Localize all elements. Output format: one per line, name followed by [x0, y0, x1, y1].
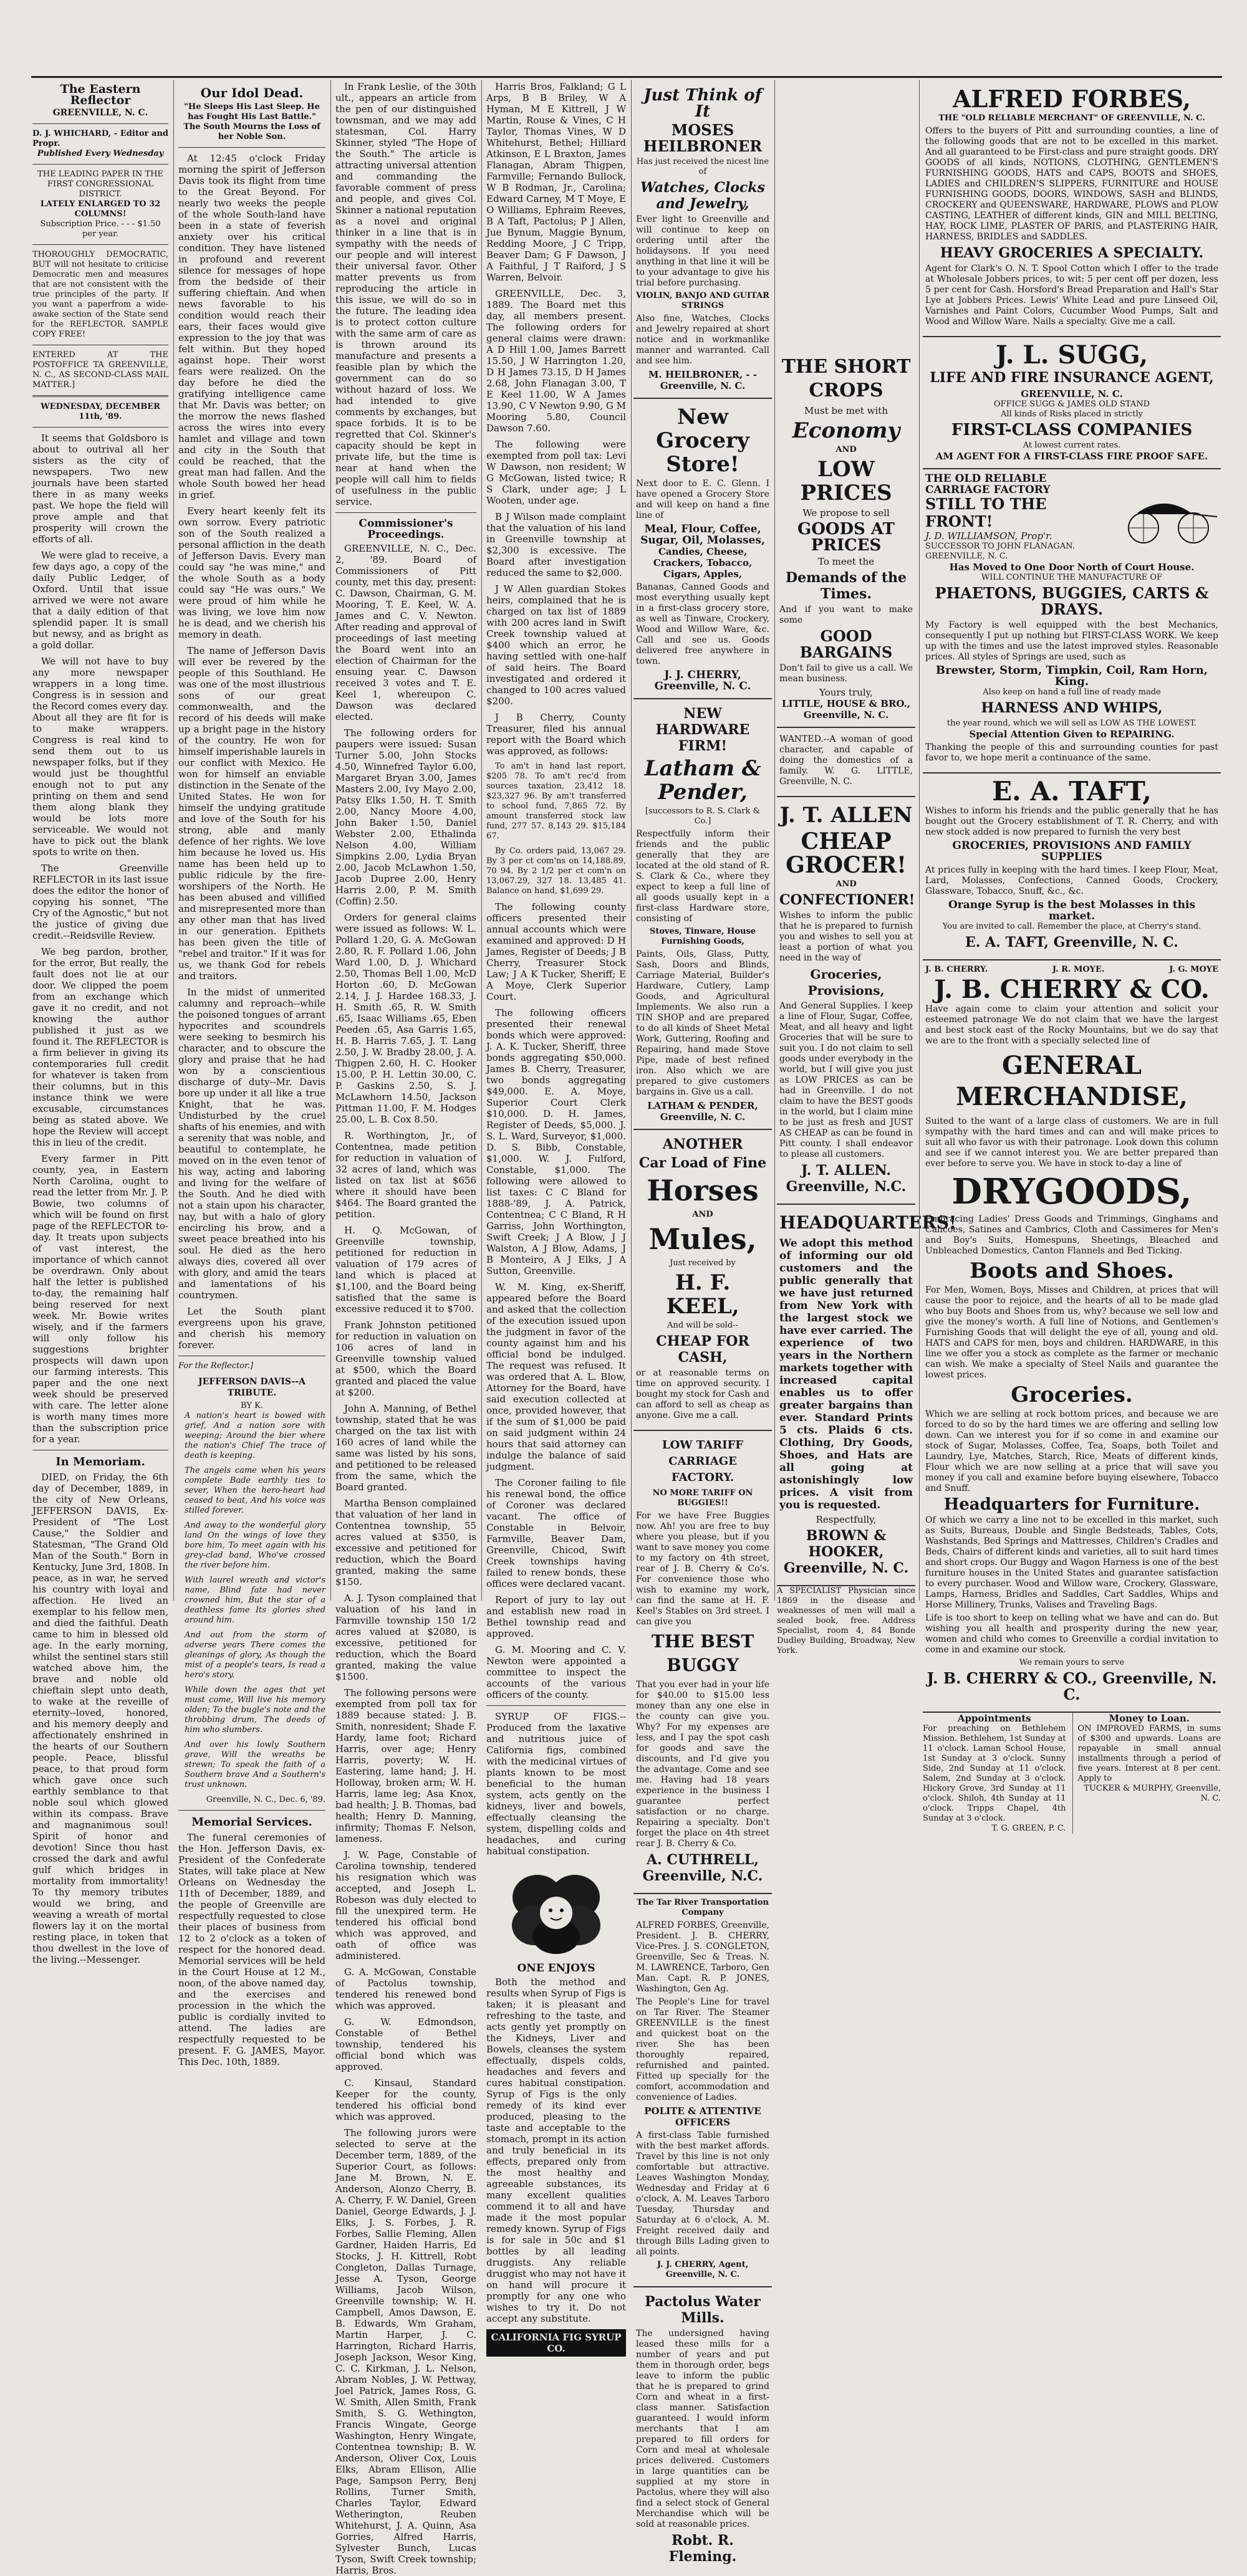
paragraph: R. Worthington, Jr., of Contentnea, made petition for reduction in valuation of 32 acres of land, which was listed on tax list at $656 where it should have been $464. The Board granted the petition. [335, 1130, 476, 1220]
ad-name: J. B. CHERRY & CO. [934, 975, 1210, 1004]
ad-text: My Factory is well equipped with the best Mechanics, consequently I put up nothing but FIRST-CLASS WORK. We keep up with the times and use the latest improved styles. Reasonable prices. All styles of Springs are used, such as [925, 620, 1218, 662]
ad-headline: HARNESS AND WHIPS, [981, 700, 1163, 716]
paragraph: GREENVILLE, Dec. 3, 1889. The Board met this day, all members present. The following orders for general claims were drawn: A D Hill 1.00, James Barrett 15.50, J W Harrington 1.20, D H James 73.15, D H James 2.68, John Flanagan 3.00, T E Keel 11.00, W A James 13.90, C V Newton 9.90, G M Mooring 5.80, Council Dawson 7.60. [486, 288, 626, 434]
ad-headline: CHEAP GROCER! [786, 828, 907, 878]
commissioners-heading: Commissioner's Proceedings. [359, 517, 453, 541]
paragraph: B J Wilson made complaint that the valuation of his land in Greenville township at $2,300 is excessive. The Board after investigation reduced the same to $2,000. [486, 511, 626, 578]
ad-signature: J. J. CHERRY, Agent, Greenville, N. C. [657, 2260, 749, 2279]
allen-ad [777, 797, 915, 1205]
paragraph: Report of jury to lay out and establish new road in Bethel township read and approved. [486, 1594, 626, 1639]
ad-line: And will be sold-- [667, 1321, 738, 1330]
verse: And out from the storm of adverse years There comes the gleanings of glory, As though the mist of a people's tears, Is read a hero's story. [185, 1630, 325, 1680]
paragraph: Martha Benson complained that valuation of her land in Contentnea township, 55 acres valued at $350, is excessive and petitioned for reduction, which the Board granted, making the same $150. [335, 1498, 476, 1587]
ad-signature: LITTLE, HOUSE & BRO., Greenville, N. C. [781, 698, 911, 721]
heilbroner-ad [633, 81, 772, 399]
ad-headline: CONFECTIONER! [779, 892, 915, 908]
paragraph: G. M. Mooring and C. V. Newton were appointed a committee to inspect the accounts of the various officers of the county. [486, 1644, 626, 1700]
ad-text: We adopt this method of informing our old customers and the public generally that we have just returned from New York with the largest stock we have ever carried. The experience of two years in the Northern markets together with increased capital enables us to offer greater bargains than ever. Standard Prints 5 cts. Plaids 6 cts. Clothing, Dry Goods, Shoes, and Hats are all going at astonishingly low prices. A visit from you is requested. [779, 1237, 913, 1511]
pansy-face-icon [509, 1863, 603, 1956]
paragraph: The Coroner failing to file his renewal bond, the office of Coroner was declared vacant. The office of Constable in Belvoir, Farmville, Beaver Dam, Greenville, Chicod, Swift Creek townships having failed to renew bonds, these offices were declared vacant. [486, 1477, 626, 1589]
paragraph: J. W. Page, Constable of Carolina township, tendered his resignation which was accepted, and Joseph L. Robeson was duly elected to fill the unexpired term. He tendered his official bond which was approved, and oath of office was administered. [335, 1849, 476, 1961]
paragraph: We were glad to receive, a few days ago, a copy of the daily Public Ledger, of Oxford. Until that issue arrived we were not aware that a daily edition of that splendid paper. It is small but newsy, and as bright as a gold dollar. [32, 550, 168, 651]
notice-signature: TUCKER & MURPHY, Greenville, N. C. [1084, 1784, 1221, 1803]
partner-name: J. G. MOYE [1169, 965, 1218, 974]
paragraph: J B Cherry, County Treasurer, filed his annual report with the Board which was approved, as follows: [486, 712, 626, 757]
ad-text: Life is too short to keep on telling what we have and can do. But wishing you all health and prosperity during the new year, women and child who comes to Greenville a cordial invitation to come in and examine our stock. [925, 1613, 1218, 1655]
paragraph: We will not have to buy any more newspaper wrappers in a long time. Congress is in session and the Record comes every day. About all they are fit for is to make wrappers. Congress is real kind to send them out to us newspaper folks, but if they would just be thoughtful enough not to put any printing on them and send them along blank they would be lots more serviceable. We would not have to pick out the blank spots to write on then. [32, 656, 168, 858]
ad-signature: J. B. CHERRY & CO., Greenville, N. C. [927, 1669, 1217, 1703]
ad-strings: VIOLIN, BANJO AND GUITAR STRINGS [636, 291, 769, 310]
ad-firm: Latham & Pender, [644, 756, 761, 805]
ad-name: J. T. ALLEN [779, 803, 913, 828]
column-5 [633, 81, 772, 2565]
appointments-notice [923, 1713, 1066, 1834]
ad-line: OFFICE SUGG & JAMES OLD STAND [993, 400, 1150, 409]
notice-heading: Appointments [957, 1713, 1031, 1724]
ad-headline: GOODS AT PRICES [797, 520, 895, 555]
one-enjoys-text: Both the method and results when Syrup of Figs is taken; it is pleasant and refreshing to the taste, and acts gently yet promptly on the Kidneys, Liver and Bowels, cleanses the system effectually, dispels colds, headaches and fevers and cures habitual constipation. Syrup of Figs is the only remedy of its kind ever produced, pleasing to the taste and acceptable to the stomach, prompt in its action and truly beneficial in its effects, prepared only from the most healthy and agreeable substances, its many excellent qualities commend it to all and have made it the most popular remedy known. Syrup of Figs is for sale in 50c and $1 bottles by all leading druggists. Any reliable druggist who may not have it on hand will procure it promptly for any one who wishes to try it. Do not accept any substitute. [486, 1976, 626, 2324]
masthead-policy: THOROUGHLY DEMOCRATIC, BUT will not hesitate to criticise Democratic men and measures that are not consistent with the true principles of the party. If you want a paperfrom a wide-awake section of the State send for the REFLECTOR. SAMPLE COPY FREE! [32, 250, 168, 339]
paragraph: Frank Johnston petitioned for reduction in valuation on 106 acres of land in Greenville township valued at $500, which the Board granted and placed the value at $200. [335, 1319, 476, 1398]
ad-headline: HEAVY GROCERIES A SPECIALTY. [940, 245, 1204, 261]
ad-text: Ever light to Greenville and will continue to keep on ordering until after the holidaysons. If you need anything in that line it will be to your advantage to give his trial before purchasing. [636, 214, 769, 288]
wanted-ad [777, 728, 915, 797]
ad-text: The undersigned having leased these mills for a number of years and put them in thorough order, begs leave to inform the public that he is prepared to grind Corn and wheat in a first-class manner. Satisfaction guaranteed. I would inform merchants that I am prepared to fill orders for Corn and meal at wholesale prices delivered. Customers in large quantities can be supplied at my store in Pactolus, where they will also find a select stock of General Merchandise which will be sold at reasonable prices. [636, 2329, 769, 2529]
paragraph: In the midst of unmerited calumny and reproach--while the poisoned tongues of arrant hypocrites and scoundrels were seeking to besmirch his character, and to obscure the glory and praise that he had won by a conscientious discharge of duty--Mr. Davis bore up under it all like a true Knight, that he was. Undisturbed by the cruel shafts of his enemies, and with a serenity that was noble, and beautiful to contemplate, he moved on in the even tenor of his way, acting and laboring and living for the welfare of the South. And he died with not a stain upon his character, nay, but with a halo of glory encircling his brow, and a sweet peace breathed into his soul. He died as the hero always dies, covered all over with glory, and amid the tears and lamentations of his countrymen. [178, 987, 325, 1301]
ad-headline: Horses [647, 1174, 759, 1207]
ad-line: Has just received the nicest line of [636, 157, 769, 176]
masthead-enlarged: LATELY ENLARGED TO 32 COLUMNS! [40, 199, 161, 219]
specialist-ad: A SPECIALIST Physician since 1869 in the disease and weaknesses of men will mail a sealed book, free. Address Specialist, room 4, 84 Bonde Dudley Building, Broadway, New York. [777, 1586, 915, 1655]
paragraph: The name of Jefferson Davis will ever be revered by the people of this Southland. He was one of the most illustrious sons of our great commonwealth, and the record of his deeds will make up a bright page in the history of the country. He won for himself imperishable laurels in our conflict with Mexico. He won for himself an enviable distinction in the Senate of the United States. He won for himself the undying gratitude and love of the South for his strong, able and manly defence of her rights. We love him because he loved us. His name has been held up to public ridicule by the fire-worshipers of the North. He has been abused and villified and misrepresented more than any other man that has lived in our generation. Epithets has been given the title of "rebel and traitor." If it was for us, we thank God for rebels and traitors. [178, 645, 325, 982]
ad-successors: [successors to R. S. Clark & Co.] [645, 807, 761, 826]
ad-text: Bananas, Canned Goods and most everything usually kept in a first-class grocery store, as well as Tinware, Crockery, Wood and Willow Ware, &c. Call and see us. Goods delivered free anywhere in town. [636, 582, 769, 666]
ad-text: Respectfully inform their friends and the public generally that they are located at the old stand of R. S. Clark & Co., where they expect to keep a full line of all goods usually kept in a first-class Hardware store, consisting of [636, 829, 769, 924]
idol-epigraph: "He Sleeps His Last Sleep. He has Fought His Last Battle." The South Mourns the Loss of her Noble Son. [183, 102, 320, 141]
paragraph: The following jurors were selected to serve at the December term, 1889, of the Superior Court, as follows: Jane M. Brown, N. E. Anderson, Alonzo Cherry, B. A. Cherry, F. W. Daniel, Green Daniel, George Edwards, J. J. Elks, J. S. Forbes, J. R. Forbes, Sallie Fleming, Allen Gardner, Haiden Harris, Ed Stocks, J. H. Kittrell, Robt Congleton, Dallas Turnage, Jesse A. Tyson, George Williams, Jacob Wilson, Greenville township; W. H. Campbell, Amos Dawson, E. B. Edwards, Wm Graham, Martin Harper, J. C. Harrington, Richard Harris, Joseph Jackson, Wesor King, C. C. Kirkman, J. L. Nelson, Abram Nobles, J. W. Pettway, Joel Patrick, James Ross, G. W. Smith, Allen Smith, Frank Smith, S. G. Wethington, Francis Wingate, George Washington, Henry Wingate, Contentnea township; B. W. Anderson, Oliver Cox, Louis Elks, Abram Ellison, Allie Page, Sampson Perry, Benj Rollins, Turner Smith, Charles Taylor, Edward Wetherington, Reuben Whitehurst, J. A. Quinn, Asa Gorries, Alfred Harris, Sylvester Bunch, Lucas Tyson, Swift Creek township; Harris, Bros. [335, 2127, 476, 2576]
ad-line: ANOTHER [662, 1136, 743, 1152]
ad-text: And General Supplies. I keep a line of Flour, Sugar, Coffee, Meat, and all heavy and light Groceries that will be sure to suit you. I do not claim to sell goods under everybody in the world, but I will give you just as LOW PRICES as can be had in Greenville. I do not claim to have the BEST goods in the world, but I claim mine to be just as fresh and JUST AS CHEAP as can be found in Pitt county. I shall endeavor to please all customers. [779, 1001, 913, 1159]
memorial-text: The funeral ceremonies of the Hon. Jefferson Davis, ex-President of the Confederate States, will take place at New Orleans on Wednesday the 11th of December, 1889, and the people of Greenville are respectfully requested to close their places of business from 12 to 2 o'clock as a token of respect for the honored dead. Memorial services will be held in the Court House at 12 M., noon, of the above named day, and the exercises and procession in the which the public is cordially invited to attend. The ladies are respectfully requested to be present. F. G. JAMES, Mayor. This Dec. 10th, 1889. [178, 1832, 325, 2067]
column-4 [486, 81, 626, 2354]
carriage-ad [633, 1431, 772, 1894]
taft-ad [923, 773, 1221, 960]
ad-line: AND [835, 879, 857, 889]
paragraph: John A. Manning, of Bethel township, stated that he was charged on the tax list with 160 acres of land while the same was listed by his sons, and petitioned to be released from the same, which the Board granted. [335, 1403, 476, 1493]
ad-headline: GOOD BARGAINS [799, 627, 893, 661]
ad-line: Yours truly, [819, 687, 873, 698]
ad-line: AM AGENT FOR A FIRST-CLASS FIRE PROOF SAFE. [935, 451, 1208, 462]
notice-text: For preaching on Bethlehem Mission. Bethlehem, 1st Sunday at 11 o'clock. Laman School House, 1st Sunday at 3 o'clock. Sunny Side, 2nd Sunday at 11 o'clock. Salem, 2nd Sunday at 3 o'clock. Hickory Grove, 3rd Sunday at 11 o'clock. Shiloh, 4th Sunday at 11 o'clock. Tripps Chapel, 4th Sunday at 3 o'clock. [923, 1724, 1066, 1823]
ad-line: Special Attention Given to REPAIRING. [969, 729, 1175, 740]
one-enjoys-heading: ONE ENJOYS [517, 1962, 595, 1975]
ad-line: All kinds of Risks placed in strictly [1000, 409, 1143, 419]
ad-line: POLITE & ATTENTIVE OFFICERS [644, 2105, 761, 2128]
memoriam-text: DIED, on Friday, the 6th day of December, 1889, in the city of New Orleans, JEFFERSON DAVIS, Ex-President of "The Lost Cause," the Soldier and Statesman, "The Grand Old Man of the South." Born in Kentucky, June 3rd, 1808. In peace, as in war, he served his country with loyal and affection. He lived an exemplar to his fellow men, and died the faithful. Death came to him in blessed old age. In the early morning, whilst the sentinel stars still watched above him, the brave and noble old chieftain slept unto death, to wake at the reveille of eternity--loved, honored, and his memory deeply and affectionately enshrined in the hearts of our Southern people. Peace, blissful peace, to that proud form which gave once such earthly semblance to that noble soul which glowed within its compass. Brave and magnanimous soul! Spirit of honor and devotion! Since thou hast crossed the dark and awful gulf which bridges in mortality from immortality! To thy memory tributes would we bring, and weaving a wreath of mortal flowers lay it on the mortal resting place, in token that thou dwellest in the love of the living.--Messenger. [32, 1472, 168, 1965]
ad-text: Paints, Oils, Glass, Putty, Sash, Doors and Blinds, Carriage Material, Builder's Hardware, Cutlery, Lamp Goods, and Agricultural Implements. We also run a TIN SHOP and are prepared to do all kinds of Sheet Metal Work, Guttering, Roofing and Repairing, hand made Stove Pipe, made of best refined iron. Also which we are prepared to give customers bargains in. Give us a call. [636, 949, 769, 1097]
ad-headline: LOW TARIFF CARRIAGE FACTORY. [662, 1439, 744, 1484]
ad-name: ALFRED FORBES, [953, 85, 1191, 113]
ad-text: ALFRED FORBES, Greenville, President. J. B. CHERRY, Vice-Pres. J. S. CONGLETON, Greenville, Sec & Treas. N. M. LAWRENCE, Tarboro, Gen Man. Capt. R. P. JONES, Washington, Gen Ag. [636, 1920, 769, 1994]
memoriam-heading: In Memoriam. [55, 1455, 145, 1468]
loan-notice [1072, 1713, 1221, 1834]
ad-signature: J. J. CHERRY, Greenville, N. C. [654, 669, 751, 692]
notice-text: ON IMPROVED FARMS, in sums of $300 and upwards. Loans are repayable in small annual installments through a period of five years. Interest at 8 per cent. Apply to [1077, 1724, 1221, 1783]
column-3 [335, 81, 476, 2576]
verse: And over his lowly Southern grave, Will the wreaths be strewn; To speak the faith of a Southern brave And a Southern's trust unknown. [185, 1740, 325, 1789]
ad-line: At lowest current rates. [1023, 441, 1121, 450]
tribute-author: BY K. [241, 1401, 263, 1410]
ad-text: Wishes to inform his friends and the public generally that he has bought out the Grocery establishment of T. R. Cherry, and with new stock added is now prepared to furnish the very best [925, 806, 1218, 837]
ad-signature: LATHAM & PENDER, Greenville, N. C. [647, 1100, 758, 1123]
paragraph: In Frank Leslie, of the 30th ult., appears an article from the pen of our distinguished townsman, and we may add statesman, Col. Harry Skinner, styled "The Hope of the South." The article is attracting universal attention and commanding the favorable comment of press and people, and gives Col. Skinner a national reputation as a novel and original thinker in a line that is in sympathy with the needs of our people and will interest their universal favor. Other matter prevents us from reproducing the article in this issue, we will do so in the future. The leading idea is to protect cotton culture with the same arm of care as is thrown around its manufacture and presents a feasible plan by which the government can do so without hazard of loss. We had intended to give comments by exchanges, but space forbids. It is to be regretted that Col. Skinner's capacity should be kept in private life, but the time is near at hand when the people will call him to fields of usefulness in the public service. [335, 81, 476, 507]
ad-headline: LOW PRICES [800, 457, 892, 505]
masthead-date: WEDNESDAY, DECEMBER 11th, '89. [41, 402, 160, 421]
ad-line: GREENVILLE, N. C. [1021, 388, 1123, 400]
ad-line: Car Load of Fine [638, 1155, 767, 1171]
horses-ad [633, 1130, 772, 1431]
ad-headline: HEADQUARTERS! [779, 1212, 957, 1233]
ad-line: We propose to sell [802, 507, 890, 519]
ad-line: Has Moved to One Door North of Court House. [949, 562, 1195, 573]
ad-headline: STILL TO THE FRONT! [925, 495, 1047, 530]
ad-line: THE "OLD RELIABLE MERCHANT" OF GREENVILLE, N. C. [938, 113, 1205, 123]
ad-headline: THE SHORT CROPS [781, 356, 911, 401]
masthead-title: The Eastern Reflector [60, 82, 141, 107]
ad-headline: The Tar River Transportation Company [637, 1898, 769, 1917]
ad-items: Meal, Flour, Coffee, Sugar, Oil, Molasses, [640, 523, 765, 547]
ad-headline: Pactolus Water Mills. [645, 2294, 761, 2326]
verse: With laurel wreath and victor's name, Blind fate had never crowned him, But the star of a deathless fame Its glories shed around him. [185, 1576, 325, 1625]
paragraph: A. J. Tyson complained that valuation of his land in Farmville township 150 1/2 acres valued at $2080, is excessive, petitioned for reduction, which the Board granted, making the value $1500. [335, 1592, 476, 1682]
ad-text: Have again come to claim your attention and solicit your esteemed patronage We do not claim that we have the largest and best stock east of the Rocky Mountains, but we do say that we are to the front with a specially selected line of [925, 1004, 1218, 1046]
partner-name: J. R. MOYE. [1052, 965, 1105, 974]
column-1 [32, 81, 168, 1965]
ad-line: WILL CONTINUE THE MANUFACTURE OF [981, 573, 1163, 582]
ad-text: Wishes to inform the public that he is prepared to furnish you and wishes to sell you at least a portion of what you need in the way of [779, 911, 913, 963]
masthead-entered: ENTERED AT THE POSTOFFICE TA GREENVILLE, N. C., AS SECOND-CLASS MAIL MATTER.] [32, 350, 168, 390]
ad-headline: Economy [792, 418, 900, 443]
ad-name: MOSES HEILBRONER [643, 121, 763, 155]
grocery-ad [633, 399, 772, 699]
paragraph: We beg pardon, brother, for the error, But really, the fault does not lie at our door. We clipped the poem from an exchange which gave it no credit, and not knowing the author published it just as we found it. The REFLECTOR is a firm believer in giving its contemporaries full credit for whatever is taken from their columns, but in this instance think we were excusable, circumstances being as stated above. We hope the Review will accept this in lieu of the credit. [32, 946, 168, 1148]
ad-text: The People's Line for travel on Tar River. The Steamer GREENVILLE is the finest and quickest boat on the river. She has been thoroughly repaired, refurnished and painted. Fitted up specially for the comfort, accommodation and convenience of Ladies. [636, 1997, 769, 2102]
masthead-published: Published Every Wednesday [37, 149, 164, 158]
ad-text: Suited to the want of a large class of customers. We are in full sympathy with the hard times and can and will make prices to suit all who favor us with their patronage. Look down this column and see if we cannot interest you. We are better prepared than ever before to serve you. We have in stock to-day a line of [925, 1116, 1218, 1169]
ad-headline: Headquarters for Furniture. [943, 1495, 1200, 1514]
ad-text: Thanking the people of this and surrounding counties for past favor to, we hope merit a continuance of the same. [925, 742, 1218, 763]
notice-heading: Money to Loan. [1109, 1713, 1190, 1724]
treasurer-accounts: To am't in hand last report, $205 78. To am't rec'd from sources taxation, 23,412 18. $23,327 96. By am't transferred to school fund, 7,865 72. By amount transferred stock law fund, 277 57. 8,143 29. $15,184 67. [486, 762, 626, 841]
ad-headline: DRYGOODS, [951, 1171, 1192, 1212]
ad-headline: Mules, [648, 1222, 757, 1256]
cherry-ad [923, 960, 1221, 1713]
ad-line: CHEAP FOR CASH, [656, 1333, 749, 1366]
syrup-paragraph: SYRUP OF FIGS.--Produced from the laxative and nutritious juice of California figs, combined with the medicinal virtues of plants known to be most beneficial to the human system, acts gently on the kidneys, liver and bowels, effectually cleansing the system, dispelling colds and headaches, and curing habitual constipation. [486, 1711, 626, 1857]
ad-headline: THE OLD RELIABLE CARRIAGE FACTORY [925, 472, 1051, 496]
paragraph: The following officers presented their renewal bonds which were approved: J. A. K. Tucker, Sheriff, three bonds aggregating $50,000. James B. Cherry, Treasurer, two bonds aggregating $49,000. E. A. Moye, Superior Court Clerk $10,000. D. H. James, Register of Deeds, $5,000. J. S. L. Ward, Surveyor, $1,000. D. S. Bibb, Constable, $1,000. W. J. Fulford, Constable, $1,000. The following were allowed to list taxes: C C Bland for 1888-'89, J. A. Patrick, Contentnea; C C Bland, R H Garriss, John Worthington, Swift Creek; J A Blow, J J Walston, A J Blow, Adams, J B Monteiro, A J Elks, J A Sutton, Greenville. [486, 1007, 626, 1276]
ad-signature: BROWN & HOOKER, Greenville, N. C. [783, 1528, 909, 1576]
ad-text: Don't fail to give us a call. We mean business. [779, 663, 913, 684]
ad-line: You are invited to call. Remember the place, at Cherry's stand. [942, 922, 1201, 931]
hardware-ad [633, 699, 772, 1130]
ad-name: J. L. SUGG, [995, 340, 1148, 370]
masthead-price: Subscription Price. - - - $1.50 per year. [40, 219, 161, 239]
ad-text: For Men, Women, Boys, Misses and Children, at prices that will cause the poor to rejoice, and the hearts of all to be made glad who buy Boots and Shoes from us, why? because we sell low and give the money's worth. A full line of Notions, and Gentlemen's Furnishing Goods that will delight the eye of all, young and old. HATS and CAPS for men, boys and children. HARDWARE, in this line we offer you a stock as complete as the farmer or mechanic can wish. We make a specialty of Steel Nails and guarantee the lowest prices. [925, 1285, 1218, 1380]
ad-line: Orange Syrup is the best Molasses in this market. [948, 899, 1196, 922]
verse: The angels came when his years complete Bade earthly ties to sever, When the hero-heart had ceased to beat, And his voice was stilled forever. [185, 1466, 325, 1515]
sugg-ad [923, 337, 1221, 469]
ad-headline: Groceries, Provisions, [807, 967, 885, 998]
ad-headline: NEW HARDWARE FIRM! [655, 706, 750, 754]
ad-headline: FIRST-CLASS COMPANIES [951, 421, 1193, 439]
ad-line: GREENVILLE, N. C. [925, 552, 1008, 561]
ad-headline: THE BEST BUGGY [651, 1631, 754, 1675]
paragraph: The following were exempted from poll tax: Levi W Dawson, non resident; W G McGowan, listed twice; R S Clark, under age; J L Wooten, under age. [486, 439, 626, 506]
ad-signature: Robt. R. Fleming. [668, 2532, 737, 2565]
ad-line: the year round, which we will sell as LOW AS THE LOWEST. [946, 719, 1197, 728]
ad-goods: Stoves, Tinware, House Furnishing Goods, [649, 927, 756, 946]
masthead-place: GREENVILLE, N. C. [52, 108, 148, 118]
treasurer-accounts: By Co. orders paid, 13,067 29. By 3 per ct com'ns on 14,188.89, 70 94. By 2 1/2 per ct com'n on 13,067.29, 327 18. 13,485 41. Balance on hand, $1,699 29. [486, 846, 626, 896]
buggy-icon [1119, 489, 1218, 545]
ad-text: A first-class Table furnished with the best market affords. Travel by this line is not only comfortable but attractive. Leaves Washington Monday, Wednesday and Friday at 6 o'clock, A. M. Leaves Tarboro Tuesday, Thursday and Saturday at 6 o'clock, A. M. Freight received daily and through Bills Lading given to all points. [636, 2130, 769, 2257]
ad-goods: Watches, Clocks and Jewelry, [640, 180, 765, 212]
ad-line: AND [835, 445, 857, 454]
paragraph: Let the South plant evergreens upon his grave, and cherish his memory forever. [178, 1306, 325, 1351]
ad-text: Of which we carry a line not to be excelled in this market, such as Suits, Bureaus, Double and Single Bedsteads, Tables, Cots, Washstands, Bed Springs and Mattresses, Children's Cradles and Beds, Chairs of different kinds and varieties, all to suit hard times and short crops. Our Buggy and Wagon Harness is one of the best furniture houses in the United States and guarantee satisfaction to every purchaser. Wood and Willow ware, Crockery, Glassware, Lamps, Harness, Bridles and Saddles, Cart Saddles, Whips and Horse Millinery, Trunks, Valises and Traveling Bags. [925, 1515, 1218, 1610]
ad-headline: GENERAL MERCHANDISE, [956, 1051, 1188, 1111]
paragraph: At 12:45 o'clock Friday morning the spirit of Jefferson Davis took its flight from time to the Great Beyond. For nearly two weeks the people of the whole South-land have been in a state of feverish anxiety over his critical condition. They have listened in profound and reverent silence for messages of hope from the bedside of their suffering chieftain. And when news favorable to his condition would reach their ears, their faces would give expression to the joy that was felt within. But they hoped against hope. Their worst fears were realized. On the day before he died the gratifying intelligence came that Mr. Davis was better; on the morrow the news flashed across the wires into every hamlet and village and town and city in the South that could be reached, that the great man had fallen. And the whole South bowed her head in grief. [178, 153, 325, 500]
ad-headline: New Grocery Store! [656, 405, 749, 477]
verse: While down the ages that yet must come, Will live his memory olden; To the bugle's note and the throbbing drum, The deeds of him who slumbers. [185, 1685, 325, 1735]
ad-text: Which we are selling at rock bottom prices, and because we are forced to do so by the hard times we are offering and selling low down. Can we interest you for if so come in and examine our stock of Sugar, Molasses, Coffee, Tea, Soaps, both Toilet and Laundry, Lye, Matches, Starch, Rice, Meats of different kinds, Flour which we are now selling at a price that will save you money if you call and examine before buying elsewhere, Tobacco and Snuff. [925, 1409, 1218, 1493]
paragraph: W. M. King, ex-Sheriff, appeared before the Board and asked that the collection of the execution issued upon the judgment in favor of the county against him and his official bond be indulged. The request was refused. It was ordered that A. L. Blow, Attorney for the Board, have said execution collected at once, provided however, that if the sum of $1,000 be paid on said judgment within 24 hours that said attorney can indulge the balance of said judgment. [486, 1281, 626, 1472]
ad-name: E. A. TAFT, [992, 776, 1152, 807]
verse: And away to the wonderful glory land On the wings of love they bore him, To meet again with his grey-clad band, Who've crossed the river before him. [185, 1521, 325, 1570]
ad-signature: M. HEILBRONER, - - Greenville, N. C. [648, 369, 758, 391]
paragraph: The following orders for paupers were issued: Susan Turner 5.00, John Stocks 4.50, Winnefred Taylor 6.00, Margaret Bryan 3.00, James Masters 2.00, Ivy Mayo 2.00, Patsy Elks 1.50, H. T. Smith 2.00, Nancy Moore 4.00, John Baker 1.50, Daniel Webster 2.00, Ethalinda Nelson 4.00, William Simpkins 2.00, Lydia Bryan 2.00, Jacob McLawhon 1.50, Jacob Dupree 2.00, Henry Harris 2.00, P. M. Smith (Coffin) 2.50. [335, 727, 476, 907]
paragraph: The Greenville REFLECTOR in its last issue does the editor the honor of copying his sonnet, "The Cry of the Agnostic," but not the justice of giving due credit.--Reidsville Review. [32, 863, 168, 941]
carriage-factory-ad [923, 469, 1221, 773]
fig-syrup-company: CALIFORNIA FIG SYRUP CO. [486, 2329, 626, 2357]
ad-text: WANTED.--A woman of good character, and capable of doing the domestics of a family. W. G. LITTLE, Greenville, N. C. [779, 734, 913, 787]
short-crops-ad [777, 349, 915, 728]
ad-line: J. D. WILLIAMSON, Prop'r. [925, 530, 1052, 542]
ad-line: NO MORE TARIFF ON BUGGIES!! [652, 1488, 753, 1508]
tar-river-ad [633, 1894, 772, 2287]
ad-signature: E. A. TAFT, Greenville, N. C. [965, 934, 1178, 950]
paragraph: C. Kinsaul, Standard Keeper for the county, tendered his official bond which was approved. [335, 2077, 476, 2122]
ad-headline: PHAETONS, BUGGIES, CARTS & DRAYS. [935, 584, 1209, 618]
paragraph: Harris Bros, Falkland; G L Arps, B B Briley, W A Hyman, M E Kittrell, J W Martin, Rouse & Vines, C H Taylor, Thomas Vines, W D Whitehurst, Bethel; Hilliard Atkinson, E L Braxton, James Flanagan, Abram Thigpen, Farmville; Fernando Bullock, W B Rodman, Jr., Carolina; Edward Carney, M T Moye, E O Williams, Ephraim Reeves, B A Taft, Pactolus; P J Allen, Jue Bynum, Maggie Bynum, Redding Moore, J C Tripp, Beaver Dam; G F Dawson, J A Faithful, J T Raiford, J S Warren, Belvoir. [486, 81, 626, 283]
masthead-editor: D. J. WHICHARD, - Editor and Propr. [32, 129, 168, 148]
ad-line: Brewster, Storm, Timpkin, Coil, Ram Horn, King. [935, 664, 1208, 688]
ad-text: Embracing Ladies' Dress Goods and Trimmings, Ginghams and Calicoes, Satines and Cambrics, Cloth and Cassimeres for Men's and Boy's Suits, Homespuns, Sheetings, Bleached and Unbleached Domestics, Canton Flannels and Bed Ticking. [925, 1214, 1218, 1256]
ad-line: Just received by [670, 1258, 736, 1268]
ad-text: That you ever had in your life for $40.00 to $15.00 less money than any one else in the county can give you. Why? For my expenses are less, and I pay the spot cash for goods and save the discounts, and I'd give you the advantage. Come and see me. Having had 18 years experience in the business I guarantee perfect satisfaction or no charge. Repairing a specialty. Don't forget the place on 4th street rear J. B. Cherry & Co. [636, 1680, 769, 1849]
paragraph: The following persons were exempted from poll tax for 1889 because stated: J. B. Smith, nonresident; Shade F. Hardy, lame foot; Richard Harris, over age; Henry Harris, poverty; W. H. Eastering, lame hand; J. H. Holloway, broken arm; W. H. Harris, lame leg; Asa Knox, bad health; J. B. Thomas, bad health; Henry D. Manning, infirmity; Thomas F. Nelson, lameness. [335, 1687, 476, 1844]
column-7 [923, 81, 1221, 1833]
tribute-signoff: Greenville, N. C., Dec. 6, '89. [206, 1795, 325, 1804]
ad-line: To meet the [818, 556, 874, 567]
ad-line: Must be met with [804, 405, 888, 416]
paragraph: Every heart keenly felt its own sorrow. Every patriotic son of the South realized a personal affliction in the death of Jefferson Davis. Every man could say "he was mine," and the whole South as a body could say "He was ours." We were proud of him while he was living, we love him now he is dead, and we cherish his memory in death. [178, 505, 325, 640]
masthead-leading: THE LEADING PAPER IN THE FIRST CONGRESSIONAL DISTRICT. [37, 170, 163, 199]
tribute-heading: JEFFERSON DAVIS--A TRIBUTE. [198, 1377, 306, 1398]
ad-headline: LIFE AND FIRE INSURANCE AGENT, [930, 370, 1214, 386]
ad-name: H. F. KEEL, [666, 1270, 739, 1319]
ad-headline: Boots and Shoes. [970, 1258, 1174, 1283]
partner-name: J. B. CHERRY. [925, 965, 988, 974]
notice-signature: T. G. GREEN, P. C. [991, 1824, 1066, 1833]
pactolus-ad [633, 2287, 772, 2574]
top-rule [31, 76, 1222, 78]
column-2 [178, 81, 325, 2067]
memorial-heading: Memorial Services. [191, 1816, 312, 1829]
forbes-ad [923, 81, 1221, 337]
ad-line: SUCCESSOR TO JOHN FLANAGAN. [925, 542, 1075, 551]
paragraph: Orders for general claims were issued as follows: W. L. Pollard 1.20, G. A. McGowan 2.80, R. F. Pollard 1.06, John Ward 1.00, D. J. Whichard 2.50, Thomas Bell 1.00, McD Horton .60, D. McGowan 2.14, J. J. Hardee 168.33, J. H. Smith .65, R. W. Smith .65, Isaac Williams .65, Eben Peeden .65, Asa Garris 1.65, H. B. Harris 7.65, J. T. Lang 2.50, J. W. Bradby 28.00, J. A. Thigpen 2.60, H. C. Hooker 15.00, P. H. Lettin 30.00, C. P. Gaskins 2.50, S. J. McLawhorn 14.50, Jackson Pittman 11.00, F. M. Hodges 25.00, L. B. Cox 8.50. [335, 912, 476, 1125]
paragraph: G. W. Edmondson, Constable of Bethel township, tendered his official bond which was approved. [335, 2016, 476, 2072]
paragraph: H. Q. McGowan, of Greenville township, petitioned for reduction in valuation of 179 acres of land which is placed at $1,100, and the Board being satisfied that the same is excessive reduced it to $700. [335, 1225, 476, 1314]
ad-text: And if you want to make some [779, 605, 913, 625]
ad-text: At prices fully in keeping with the hard times. I keep Flour, Meat, Lard, Molasses, Confections, Canned Goods, Crockery, Glassware, Tobacco, Snuff, &c., &c. [925, 865, 1218, 896]
ad-line: Also keep on hand a full line of ready made [983, 687, 1161, 697]
ad-headline: Groceries. [1011, 1382, 1133, 1407]
paragraph: G. A. McGowan, Constable of Pactolus township, tendered his renewed bond which was approved. [335, 1966, 476, 2011]
ad-text: or at reasonable terms on time on approved security. I bought my stock for Cash and can afford to sell as cheap as anyone. Give me a call. [636, 1368, 769, 1420]
ad-line: We remain yours to serve [1019, 1658, 1125, 1667]
ad-text: Agent for Clark's O. N. T. Spool Cotton which I offer to the trade at Wholesale Jobbers prices, to wit: 5 per cent off per dozen, less 5 per cent for Cash. Horsford's Bread Preparation and Hall's Star Lye at Jobbers Prices. Lewis' White Lead and pure Linseed Oil, Varnishes and Paint Colors, Cucumber Wood Pumps, Salt and Wood and Willow Ware. Nails a specialty. Give me a call. [925, 264, 1218, 327]
ad-line: Respectfully, [816, 1514, 877, 1525]
paragraph: The following county officers presented their annual accounts which were examined and approved: D H James, Register of Deeds; J B Cherry, Treasurer Stock Law; J A K Tucker, Sheriff; E A Moye, Clerk Superior Court. [486, 901, 626, 1002]
ad-headline: Demands of the Times. [786, 570, 907, 602]
ad-signature: J. T. ALLEN. Greenville, N.C. [786, 1162, 907, 1195]
ad-items: Candies, Cheese, Crackers, Tobacco, Cigars, Apples, [653, 546, 753, 580]
headquarters-ad [777, 1205, 957, 1586]
ad-text: Next door to E. C. Glenn. I have opened a Grocery Store and will keep on hand a fine line of [636, 479, 769, 520]
ad-note: Also fine, Watches, Clocks and Jewelry repaired at short notice and in workmanlike manner and warranted. Call and see him. [636, 314, 769, 366]
ad-line: AND [692, 1210, 713, 1219]
ad-text: Offers to the buyers of Pitt and surrounding counties, a line of the following goods that are not to be excelled in this market. And all guaranteed to be First-class and pure straight goods. DRY GOODS of all kinds, NOTIONS, CLOTHING, GENTLEMEN'S FURNISHING GOODS, HATS and CAPS, BOOTS and SHOES, LADIES and CHILDREN'S SLIPPERS, FURNITURE and HOUSE FURNISHING GOODS, DOORS, WINDOWS, SASH and BLINDS, CROCKERY and QUEENSWARE, HARDWARE, PLOWS and PLOW CASTING, LEATHER of different kinds, GIN and MILL BELTING, HAY, ROCK LIME, PLASTER OF PARIS, and PLASTERING HAIR, HARNESS, BRIDLES and SADDLES. [925, 126, 1218, 242]
paragraph: It seems that Goldsboro is about to outrival all her sisters as the city of newspapers. Two new journals have been started there in as many weeks past. We hope the field will prove ample and that prosperity will crown the efforts of all. [32, 433, 168, 545]
ad-headline: Just Think of It [643, 86, 762, 121]
ad-signature: A. CUTHRELL, Greenville, N.C. [642, 1852, 763, 1884]
tribute-source: For the Reflector.] [178, 1361, 254, 1371]
ad-text: For we have Free Buggies now. Ah! you are free to buy where you please, but if you want to save money you come to my factory on 4th street, rear of J. B. Cherry & Co's. For convenience those who wish to examine my work, can find the same at H. F. Keel's Stables on 3rd street. I can give you [636, 1511, 769, 1627]
paragraph: Every farmer in Pitt county, yea, in Eastern North Carolina, ought to read the letter from Mr. J. P. Bowie, two columns of which will be found on first page of the REFLECTOR to-day. It treats upon subjects of vast interest, the importance of which cannot be overdrawn. Only about half the letter is published to-day, the remaining half being reserved for next week. Mr. Bowie writes wisely, and if the farmers will only follow his suggestions brighter prospects will dawn upon our farming interests. This paper and the one next week should be preserved with care. The letter alone is worth many times more than the subscription price for a year. [32, 1153, 168, 1445]
ad-headline: GROCERIES, PROVISIONS AND FAMILY SUPPLIES [952, 840, 1192, 863]
paragraph: GREENVILLE, N. C., Dec. 2, '89. Board of Commissioners of Pitt county, met this day, present: C. Dawson, Chairman, G. M. Mooring, T. E. Keel, W. A. James and C. V. Newton. After reading and approval of proceedings of last meeting the Board went into an election of Chairman for the ensuing year. C. Dawson received 3 votes and T. E. Keel 1, whereupon C. Dawson was declared elected. [335, 543, 476, 722]
verse: A nation's heart is bowed with grief, And a nation sore with weeping; Around the bier where the nation's Chief The trace of death is keeping. [185, 1411, 325, 1460]
paragraph: J W Allen guardian Stokes heirs, complained that he is charged on tax list of 1889 with 200 acres land in Swift Creek township valued at $400 which an error, he having settled with one-half of said heirs. The Board investigated and ordered it changed to 100 acres valued $200. [486, 583, 626, 707]
idol-heading: Our Idol Dead. [200, 85, 304, 100]
